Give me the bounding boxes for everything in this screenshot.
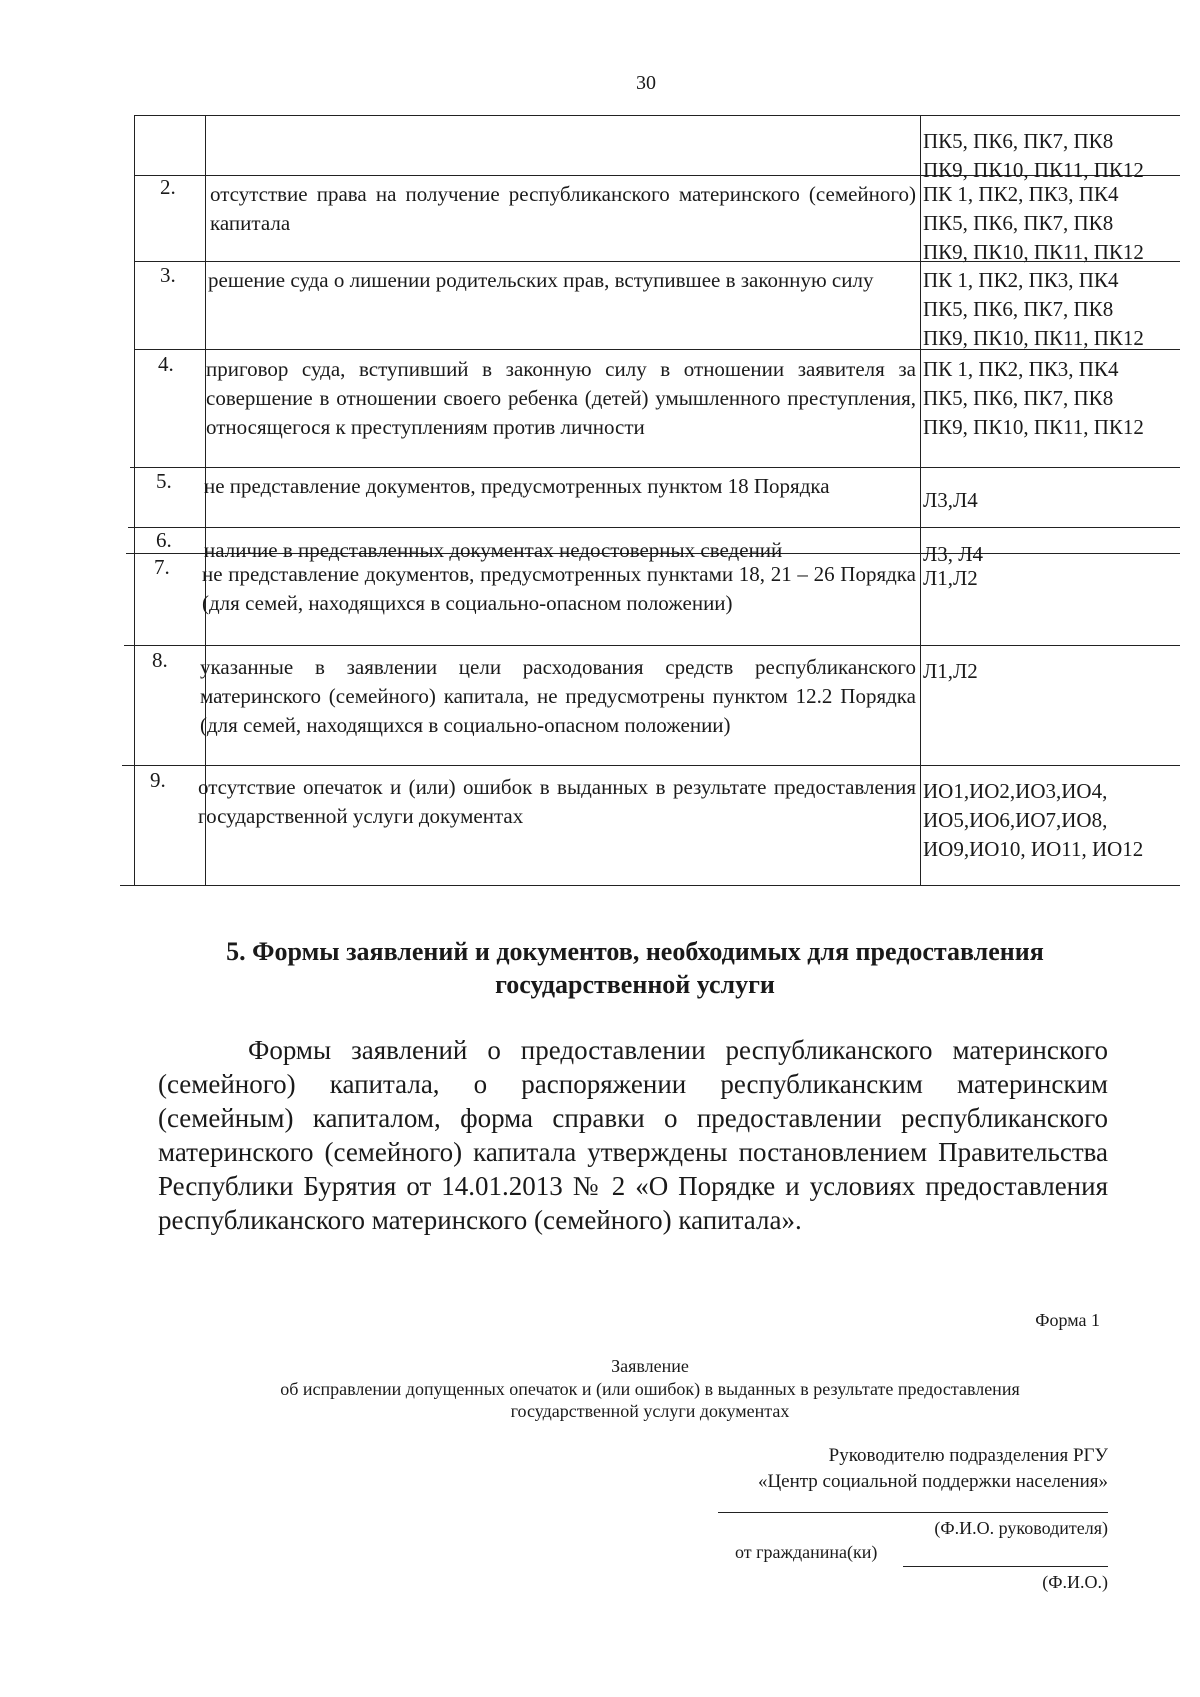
table-row-text: наличие в представленных документах недостоверных сведений — [204, 538, 783, 562]
table-row-number: 6. — [156, 528, 172, 552]
table-row-text: приговор суда, вступивший в законную силу в отношении заявителя за совершение в отношении своего ребенка (детей) умышленного преступления, относящегося к преступлениям против личности — [206, 357, 916, 439]
table-row-number: 2. — [160, 175, 176, 199]
addressee-line: «Центр социальной поддержки населения» — [757, 1471, 1108, 1492]
table-row-number: 5. — [156, 469, 172, 493]
table-row-codes: ПК9, ПК10, ПК11, ПК12 — [923, 158, 1144, 182]
section-title-line: государственной услуги — [495, 970, 775, 999]
table-row-number: 3. — [160, 263, 176, 287]
table-row-text: отсутствие права на получение республиканского материнского (семейного) капитала — [210, 182, 916, 235]
applicant-name-line — [903, 1566, 1108, 1567]
head-name-caption: (Ф.И.О. руководителя) — [934, 1518, 1108, 1538]
table-row-text: решение суда о лишении родительских прав, вступившее в законную силу — [208, 268, 874, 292]
table-row-codes: ПК9, ПК10, ПК11, ПК12 — [923, 240, 1144, 264]
table-row-codes: ПК 1, ПК2, ПК3, ПК4 — [923, 182, 1119, 206]
section-title-line: 5. Формы заявлений и документов, необходимых для предоставления — [226, 937, 1044, 966]
table-row-codes: ПК5, ПК6, ПК7, ПК8 — [923, 211, 1114, 235]
form-label: Форма 1 — [1035, 1310, 1100, 1330]
table-row-codes: ИО5,ИО6,ИО7,ИО8, — [923, 808, 1108, 832]
section-title — [160, 935, 1110, 1001]
table-row-codes: ПК5, ПК6, ПК7, ПК8 — [923, 129, 1114, 153]
statement-subtitle: об исправлении допущенных опечаток и (или ошибок) в выданных в результате предоставления — [280, 1379, 1020, 1399]
page-number: 30 — [636, 72, 656, 94]
table-row-codes: ПК5, ПК6, ПК7, ПК8 — [923, 386, 1114, 410]
statement-title: Заявление — [611, 1356, 689, 1376]
table-row-codes: ИО9,ИО10, ИО11, ИО12 — [923, 837, 1144, 861]
body-paragraph: Формы заявлений о предоставлении республиканского материнского (семейного) капитала, о распоряжении республиканским материнским (семейным) капиталом, форма справки о предоставлении республиканского материнского (семейного) капитала утверждены постановлением Правительства Республики Бурятия от 14.01.2013 № 2 «О Порядке и условиях предоставления республиканского материнского (семейного) капитала». — [158, 1035, 1108, 1235]
table-row-codes: Л3, Л4 — [923, 542, 983, 566]
statement-subtitle: государственной услуги документах — [510, 1401, 790, 1421]
table-row-text: не представление документов, предусмотренных пунктами 18, 21 – 26 Порядка (для семей, находящихся в социально-опасном положении) — [202, 562, 916, 615]
table-row-codes: ПК 1, ПК2, ПК3, ПК4 — [923, 357, 1119, 381]
addressee — [608, 1443, 1108, 1495]
applicant-name-caption: (Ф.И.О.) — [1042, 1572, 1108, 1592]
table-row-codes: ПК9, ПК10, ПК11, ПК12 — [923, 415, 1144, 439]
table-row-number: 9. — [150, 768, 166, 792]
table-row-number: 8. — [152, 648, 168, 672]
table-row-codes: Л1,Л2 — [923, 566, 978, 590]
addressee-line: Руководителю подразделения РГУ — [828, 1445, 1108, 1466]
table-row-text: не представление документов, предусмотренных пунктом 18 Порядка — [204, 474, 830, 498]
table-row-text: отсутствие опечаток и (или) ошибок в выданных в результате предоставления государственной услуги документах — [198, 775, 916, 828]
table-row-number: 7. — [154, 555, 170, 579]
table-row-codes: Л1,Л2 — [923, 659, 978, 683]
head-name-line — [718, 1512, 1108, 1513]
table-row-codes: ПК9, ПК10, ПК11, ПК12 — [923, 326, 1144, 350]
table-row-codes: ИО1,ИО2,ИО3,ИО4, — [923, 779, 1108, 803]
table-row-number: 4. — [158, 352, 174, 376]
table-row-codes: ПК5, ПК6, ПК7, ПК8 — [923, 297, 1114, 321]
table-row-codes: ПК 1, ПК2, ПК3, ПК4 — [923, 268, 1119, 292]
table-row-codes: Л3,Л4 — [923, 488, 978, 512]
table-row-text: указанные в заявлении цели расходования средств республиканского материнского (семейного) капитала, не предусмотрены пунктом 12.2 Порядка (для семей, находящихся в социально-опасном положении) — [200, 655, 916, 737]
from-label: от гражданина(ки) — [735, 1542, 878, 1562]
